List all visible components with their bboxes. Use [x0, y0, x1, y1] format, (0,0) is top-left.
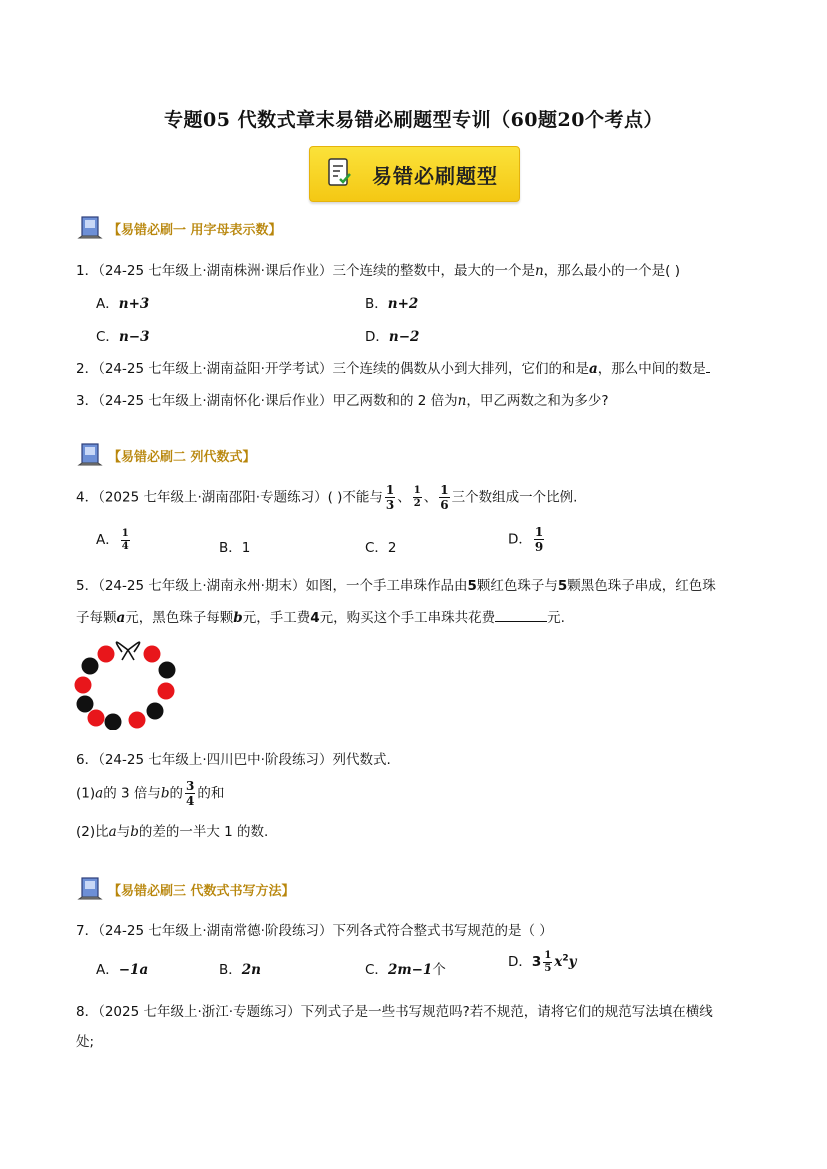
banner	[309, 146, 520, 202]
question-2: 2．（24-25 七年级上·湖南益阳·开学考试）三个连续的偶数从小到大排列，它们的和是a，那么中间的数是	[76, 357, 710, 377]
answer-blank[interactable]	[495, 611, 547, 622]
section-label: 【易错必刷二 列代数式】	[108, 450, 256, 465]
fraction: $\frac{1}{2}$	[413, 485, 421, 509]
q7-option-c[interactable]: C．2m−1个	[365, 962, 446, 978]
book-icon	[76, 875, 104, 903]
book-icon	[76, 214, 104, 242]
question-1: 1．（24-25 七年级上·湖南株洲·课后作业）三个连续的整数中，最大的一个是n，那么最小的一个是( )	[76, 263, 680, 279]
section-label: 【易错必刷三 代数式书写方法】	[108, 884, 295, 899]
q1-option-c[interactable]: C．n−3	[96, 329, 150, 345]
q4-option-a[interactable]: A． $\frac{1}{4}$	[96, 527, 129, 552]
q7-option-d[interactable]: D．3 $\frac{1}{5}$ $x^2y$	[508, 949, 577, 974]
q4-option-c[interactable]: C．2	[365, 540, 397, 556]
question-4: 4．（2025 七年级上·湖南邵阳·专题练习）( )不能与 $\frac{1}{3}$ 、 $\frac{1}{2}$ 、 $\frac{1}{6}$ 三个数组成一个比例.	[76, 483, 578, 512]
question-3: 3．（24-25 七年级上·湖南怀化·课后作业）甲乙两数和的 2 倍为n，甲乙两数之和为多少?	[76, 393, 609, 409]
question-6-part-2: (2)比a与b的差的一半大 1 的数.	[76, 824, 269, 840]
q1-option-a[interactable]: A．n+3	[96, 296, 150, 312]
question-8-line-1: 8．（2025 七年级上·浙江·专题练习）下列式子是一些书写规范吗?若不规范，请将它们的规范写法填在横线	[76, 1004, 713, 1020]
banner-label: 易错必刷题型	[372, 164, 498, 188]
bead-bracelet-figure	[72, 636, 182, 730]
question-8-line-2: 处;	[76, 1034, 95, 1050]
q7-option-a[interactable]: A．−1a	[96, 962, 149, 978]
question-5-line-2: 子每颗a元，黑色珠子每颗b元，手工费4元，购买这个手工串珠共花费 元.	[76, 610, 565, 626]
fraction: $\frac{1}{3}$	[385, 483, 395, 512]
q1-option-b[interactable]: B．n+2	[365, 296, 419, 312]
q4-option-d[interactable]: D． $\frac{1}{9}$	[508, 525, 544, 554]
question-5-line-1: 5．（24-25 七年级上·湖南永州·期末）如图，一个手工串珠作品由5颗红色珠子与5颗黑色珠子串成，红色珠	[76, 578, 716, 594]
q4-option-b[interactable]: B．1	[219, 540, 251, 556]
question-6-part-1: (1)a的 3 倍与b的 $\frac{3}{4}$ 的和	[76, 779, 225, 808]
checklist-document-icon	[328, 158, 352, 188]
page-title: 专题05 代数式章末易错必刷题型专训（60题20个考点）	[164, 109, 663, 131]
question-6: 6．（24-25 七年级上·四川巴中·阶段练习）列代数式.	[76, 752, 391, 768]
q7-option-b[interactable]: B．2n	[219, 962, 261, 978]
section-label: 【易错必刷一 用字母表示数】	[108, 223, 282, 238]
book-icon	[76, 441, 104, 469]
fraction: $\frac{1}{6}$	[440, 483, 449, 512]
q1-option-d[interactable]: D．n−2	[365, 329, 420, 345]
question-7: 7．（24-25 七年级上·湖南常德·阶段练习）下列各式符合整式书写规范的是（ ）	[76, 923, 553, 939]
